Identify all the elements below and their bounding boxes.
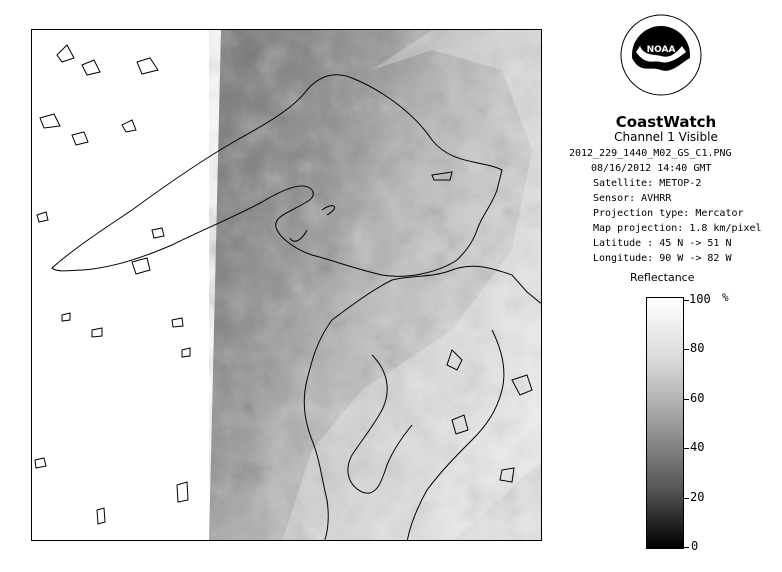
colorbar-tick-label: 100 [689,292,711,306]
filename-text: 2012_229_1440_M02_GS_C1.PNG [569,148,732,159]
colorbar-tick-label: 60 [690,390,705,405]
colorbar-tick-label: 20 [690,489,705,504]
projection-type-text: Projection type: Mercator [593,208,744,219]
map-projection-text: Map projection: 1.8 km/pixel [593,223,762,234]
sensor-text: Sensor: AVHRR [593,193,672,204]
channel-subtitle: Channel 1 Visible [614,130,718,144]
colorbar [646,297,684,549]
datetime-text: 08/16/2012 14:40 GMT [591,163,712,174]
inland-lakes [35,45,190,524]
colorbar-tick [684,448,689,449]
product-title: CoastWatch [615,113,717,131]
noaa-logo [620,14,702,96]
satellite-map [31,29,542,541]
colorbar-tick [684,547,689,548]
colorbar-tick-label: 80 [690,341,705,356]
latitude-text: Latitude : 45 N -> 51 N [593,238,732,249]
colorbar-tick [684,399,689,400]
colorbar-unit: % [722,291,729,304]
colorbar-label: Reflectance [630,271,695,284]
colorbar-tick-label: 40 [690,440,705,455]
colorbar-tick [684,349,689,350]
colorbar-tick [684,498,689,499]
logo-text: NOAA [646,45,676,55]
longitude-text: Longitude: 90 W -> 82 W [593,253,732,264]
satellite-text: Satellite: METOP-2 [593,178,702,189]
colorbar-tick-label: 0 [691,539,699,553]
map-image [32,30,542,541]
